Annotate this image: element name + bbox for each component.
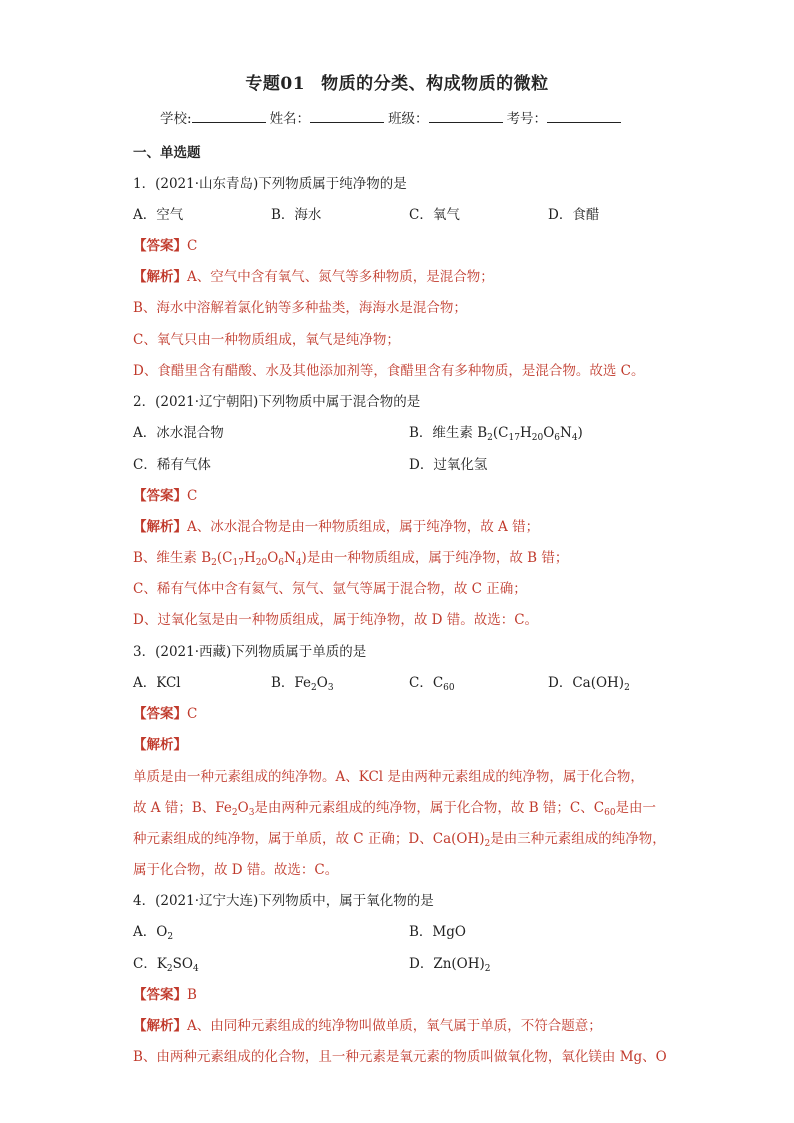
school-label: 学校:	[160, 111, 192, 127]
section-heading: 一、单选题	[133, 145, 201, 161]
q3-analysis-4: 属于化合物，故 D 错。故选：C。	[133, 862, 339, 878]
q1-analysis-2: B、海水中溶解着氯化钠等多种盐类，海海水是混合物；	[133, 300, 467, 316]
q4-answer: 【答案】B	[133, 987, 197, 1003]
q1-option-b: B．海水	[271, 207, 322, 223]
q3-option-a: A．KCl	[133, 675, 181, 691]
q4-analysis-2: B、由两种元素组成的化合物，且一种元素是氧元素的物质叫做氧化物，氧化镁由 Mg、O	[133, 1049, 667, 1065]
exam-no-field[interactable]	[547, 110, 621, 123]
q2-analysis-4: D、过氧化氢是由一种物质组成，属于纯净物，故 D 错。故选：C。	[133, 612, 539, 628]
q4-option-d: D．$Zn(OH)_2$	[409, 956, 491, 974]
q3-answer: 【答案】C	[133, 706, 198, 722]
q2-option-c: C．稀有气体	[133, 457, 211, 473]
q2-answer: 【答案】C	[133, 488, 198, 504]
q4-option-c: C．$K_2SO_4$	[133, 956, 199, 974]
q1-analysis-1: 【解析】A、空气中含有氧气、氮气等多种物质，是混合物；	[133, 269, 494, 285]
q2-option-b: B．维生素 $B_2(C_{17}H_{20}O_6N_4)$	[409, 425, 583, 443]
q2-analysis-1: 【解析】A、冰水混合物是由一种物质组成，属于纯净物，故 A 错；	[133, 519, 540, 535]
q4-option-a: A．$O_2$	[133, 924, 174, 942]
q3-analysis-label: 【解析】	[133, 737, 187, 753]
q2-option-d: D．过氧化氢	[409, 457, 488, 473]
q2-option-a: A．冰水混合物	[133, 425, 224, 441]
q2-analysis-3: C、稀有气体中含有氦气、氖气、氩气等属于混合物，故 C 正确；	[133, 581, 527, 597]
q1-option-c: C．氧气	[409, 207, 460, 223]
q3-analysis-2: 故 A 错；B、$Fe_2O_3$是由两种元素组成的纯净物，属于化合物，故 B 错；C、$C_{60}$是由一	[133, 800, 657, 818]
q1-option-a: A．空气	[133, 207, 184, 223]
q1-answer: 【答案】C	[133, 238, 198, 254]
q2-analysis-2: B、维生素 $B_2(C_{17}H_{20}O_6N_4)$是由一种物质组成，属于纯净物，故 B 错；	[133, 550, 569, 568]
q1-analysis-3: C、氧气只由一种物质组成，氧气是纯净物；	[133, 332, 400, 348]
school-field[interactable]	[192, 110, 266, 123]
class-label: 班级：	[388, 111, 429, 127]
page-title: 专题01 物质的分类、构成物质的微粒	[245, 74, 549, 94]
q1-option-d: D．食醋	[548, 207, 600, 223]
q3-option-c: C．$C_{60}$	[409, 675, 455, 693]
exam-no-label: 考号：	[506, 111, 548, 127]
question-4-stem: 4．(2021·辽宁大连)下列物质中，属于氧化物的是	[133, 893, 434, 909]
q3-option-b: B．$Fe_2O_3$	[271, 675, 334, 693]
class-field[interactable]	[429, 110, 503, 123]
q4-option-b: B．MgO	[409, 924, 466, 940]
q4-analysis-1: 【解析】A、由同种元素组成的纯净物叫做单质，氧气属于单质，不符合题意；	[133, 1018, 602, 1034]
q3-option-d: D．$Ca(OH)_2$	[548, 675, 630, 693]
name-label: 姓名：	[269, 111, 311, 127]
question-3-stem: 3．(2021·西藏)下列物质属于单质的是	[133, 644, 367, 660]
student-info-line	[160, 107, 625, 127]
q3-analysis-3: 种元素组成的纯净物，属于单质，故 C 正确；D、$Ca(OH)_2$是由三种元素组成的纯净物，	[133, 831, 666, 849]
name-field[interactable]	[310, 110, 384, 123]
q3-analysis-1: 单质是由一种元素组成的纯净物。A、KCl 是由两种元素组成的纯净物，属于化合物，	[133, 769, 644, 785]
question-2-stem: 2．(2021·辽宁朝阳)下列物质中属于混合物的是	[133, 394, 421, 410]
q1-analysis-4: D、食醋里含有醋酸、水及其他添加剂等，食醋里含有多种物质，是混合物。故选 C。	[133, 363, 645, 379]
question-1-stem: 1．(2021·山东青岛)下列物质属于纯净物的是	[133, 176, 407, 192]
